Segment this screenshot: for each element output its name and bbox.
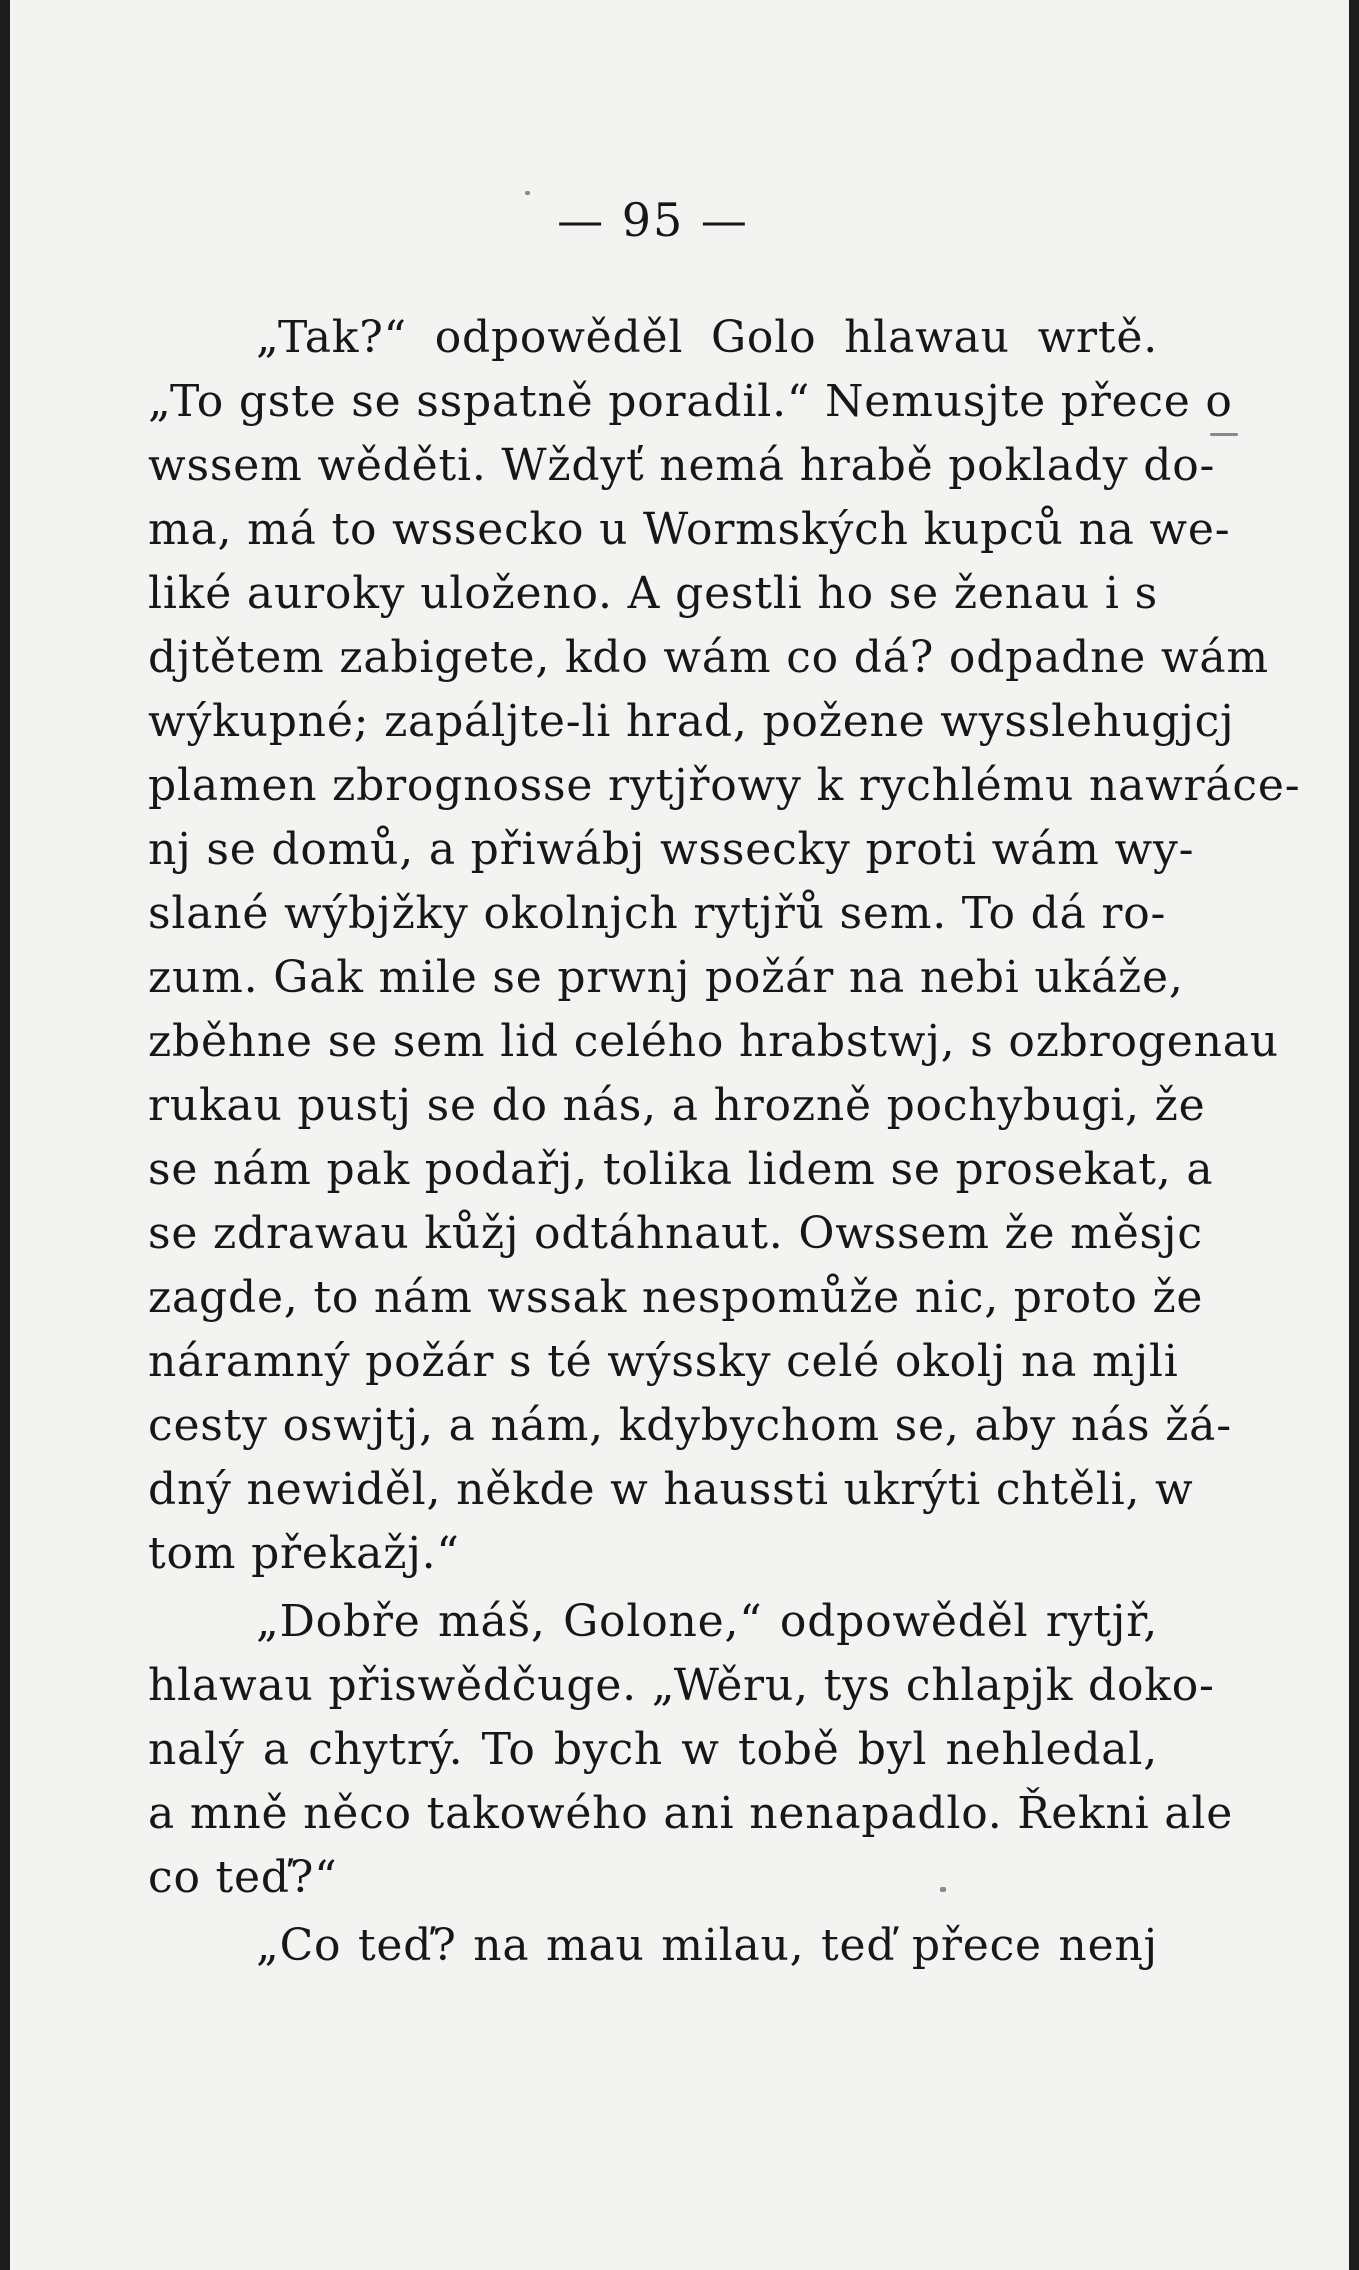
text-line: wýkupné; zapáljte-li hrad, požene wysslehugjcj <box>148 696 1235 747</box>
text-line: wssem wěděti. Wždyť nemá hrabě poklady do- <box>148 440 1216 491</box>
text-line: liké auroky uloženo. A gestli ho se ženau i s <box>148 568 1158 619</box>
text-line: cesty oswjtj, a nám, kdybychom se, aby nás žá- <box>148 1400 1232 1451</box>
text-line: „Co teď? na mau milau, teď přece nenj <box>256 1920 1158 1971</box>
text-line: hlawau přiswědčuge. „Wěru, tys chlapjk doko- <box>148 1660 1215 1711</box>
right-page-edge <box>1349 0 1359 2270</box>
text-line: slané wýbjžky okolnjch rytjřů sem. To dá ro- <box>148 888 1167 939</box>
book-page-text <box>148 190 1301 1982</box>
text-line: náramný požár s té wýssky celé okolj na mjli <box>148 1336 1179 1387</box>
text-line: nj se domů, a přiwábj wssecky proti wám wy- <box>148 824 1195 875</box>
text-line: se zdrawau kůžj odtáhnaut. Owssem že měsjc <box>148 1208 1203 1259</box>
paragraph-3 <box>148 1914 1158 1978</box>
text-line: djtětem zabigete, kdo wám co dá? odpadne wám <box>148 632 1269 683</box>
text-line: plamen zbrognosse rytjřowy k rychlému nawráce- <box>148 760 1301 811</box>
text-line: „To gste se sspatně poradil.“ Nemusjte přece o <box>148 376 1233 427</box>
text-line: co teď?“ <box>148 1852 338 1903</box>
paragraph-2 <box>148 1590 1234 1910</box>
page-number: — 95 — <box>557 193 749 247</box>
text-line: nalý a chytrý. To bych w tobě byl nehledal, <box>148 1724 1158 1775</box>
text-line: se nám pak podařj, tolika lidem se prosekat, a <box>148 1144 1214 1195</box>
text-line: „Dobře máš, Golone,“ odpowěděl rytjř, <box>256 1596 1158 1647</box>
left-page-edge <box>0 0 10 2270</box>
text-line: ma, má to wssecko u Wormských kupců na we- <box>148 504 1231 555</box>
text-line: tom překažj.“ <box>148 1528 460 1579</box>
text-line: a mně něco takowého ani nenapadlo. Řekni ale <box>148 1788 1234 1839</box>
text-line: „Tak?“ odpowěděl Golo hlawau wrtě. <box>256 312 1158 363</box>
text-line: zběhne se sem lid celého hrabstwj, s ozbrogenau <box>148 1016 1279 1067</box>
scan-speck-right <box>1210 433 1238 436</box>
text-line: zagde, to nám wssak nespomůže nic, proto že <box>148 1272 1204 1323</box>
paragraph-1 <box>148 306 1301 1586</box>
text-line: zum. Gak mile se prwnj požár na nebi ukáže, <box>148 952 1184 1003</box>
text-line: rukau pustj se do nás, a hrozně pochybugi, že <box>148 1080 1206 1131</box>
text-line: dný newiděl, někde w haussti ukrýti chtěli, w <box>148 1464 1194 1515</box>
